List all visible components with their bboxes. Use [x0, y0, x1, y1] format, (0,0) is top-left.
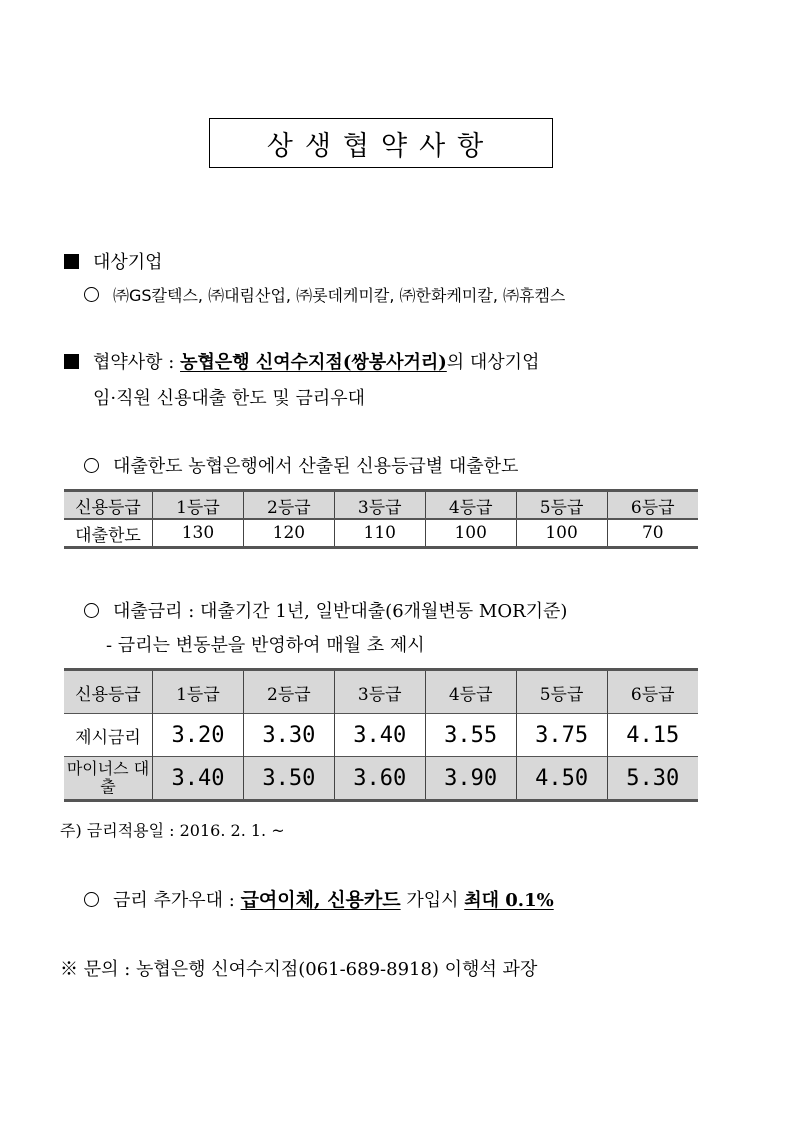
table-cell: 3.30 — [243, 714, 334, 757]
circle-bullet-icon — [84, 458, 99, 473]
header-cell: 2등급 — [243, 491, 334, 520]
contact-info: ※ 문의 : 농협은행 신여수지점(061-689-8918) 이행석 과장 — [60, 959, 538, 980]
table-cell: 130 — [153, 519, 244, 548]
bank-branch: 농협은행 신여수지점(쌍봉사거리) — [180, 352, 447, 373]
circle-bullet-icon — [84, 603, 99, 618]
table-header-row — [64, 491, 698, 520]
section-heading: 대상기업 — [93, 252, 163, 273]
table-cell: 4.50 — [516, 757, 607, 801]
table-cell: 3.90 — [425, 757, 516, 801]
table-cell: 110 — [334, 519, 425, 548]
header-cell: 1등급 — [153, 491, 244, 520]
table-cell: 3.60 — [334, 757, 425, 801]
section-target-companies — [64, 248, 163, 274]
extra-label: 금리 추가우대 : — [113, 890, 241, 911]
rate-heading: 대출금리 : 대출기간 1년, 일반대출(6개월변동 MOR기준) — [113, 601, 568, 622]
row-label: 제시금리 — [64, 714, 153, 757]
row-label: 마이너스 대출 — [64, 757, 153, 801]
extra-max: 최대 0.1% — [464, 890, 554, 911]
agreement-suffix: 의 대상기업 — [446, 352, 540, 373]
loan-limit-table — [64, 489, 698, 549]
table-cell: 3.40 — [153, 757, 244, 801]
section-agreement — [64, 348, 539, 374]
table-cell: 70 — [607, 519, 698, 548]
row-label: 대출한도 — [64, 519, 153, 548]
header-cell: 3등급 — [334, 491, 425, 520]
table-cell: 100 — [425, 519, 516, 548]
page-title: 상생협약사항 — [209, 118, 553, 168]
table-cell: 3.55 — [425, 714, 516, 757]
rate-subnote: - 금리는 변동분을 반영하여 매월 초 제시 — [106, 635, 425, 656]
header-cell: 2등급 — [243, 670, 334, 714]
square-bullet-icon — [64, 354, 79, 369]
table-row — [64, 519, 698, 548]
table-cell: 4.15 — [607, 714, 698, 757]
extra-preference-line — [84, 885, 554, 912]
table-cell: 120 — [243, 519, 334, 548]
header-cell: 신용등급 — [64, 491, 153, 520]
companies-list: ㈜GS칼텍스, ㈜대림산업, ㈜롯데케미칼, ㈜한화케미칼, ㈜휴켐스 — [113, 286, 566, 305]
header-cell: 5등급 — [516, 491, 607, 520]
agreement-label: 협약사항 : — [93, 352, 181, 373]
table-row — [64, 757, 698, 801]
table-row — [64, 714, 698, 757]
header-cell: 6등급 — [607, 491, 698, 520]
table-cell: 3.20 — [153, 714, 244, 757]
header-cell: 신용등급 — [64, 670, 153, 714]
agreement-line2: 임·직원 신용대출 한도 및 금리우대 — [93, 388, 366, 409]
header-cell: 3등급 — [334, 670, 425, 714]
extra-mid: 가입시 — [400, 890, 465, 911]
header-cell: 4등급 — [425, 670, 516, 714]
loan-rate-table — [64, 668, 698, 802]
table-cell: 100 — [516, 519, 607, 548]
header-cell: 6등급 — [607, 670, 698, 714]
table-cell: 5.30 — [607, 757, 698, 801]
rate-heading-line — [84, 597, 567, 623]
header-cell: 1등급 — [153, 670, 244, 714]
table-cell: 3.50 — [243, 757, 334, 801]
rate-effective-date-note: 주) 금리적용일 : 2016. 2. 1. ~ — [60, 821, 285, 840]
table-cell: 3.40 — [334, 714, 425, 757]
circle-bullet-icon — [84, 892, 99, 907]
table-header-row — [64, 670, 698, 714]
extra-items: 급여이체, 신용카드 — [240, 889, 401, 911]
table-cell: 3.75 — [516, 714, 607, 757]
header-cell: 4등급 — [425, 491, 516, 520]
circle-bullet-icon — [84, 287, 99, 302]
limit-heading-line — [84, 452, 518, 478]
companies-line — [84, 283, 565, 306]
header-cell: 5등급 — [516, 670, 607, 714]
limit-heading: 대출한도 농협은행에서 산출된 신용등급별 대출한도 — [113, 456, 519, 477]
square-bullet-icon — [64, 254, 79, 269]
